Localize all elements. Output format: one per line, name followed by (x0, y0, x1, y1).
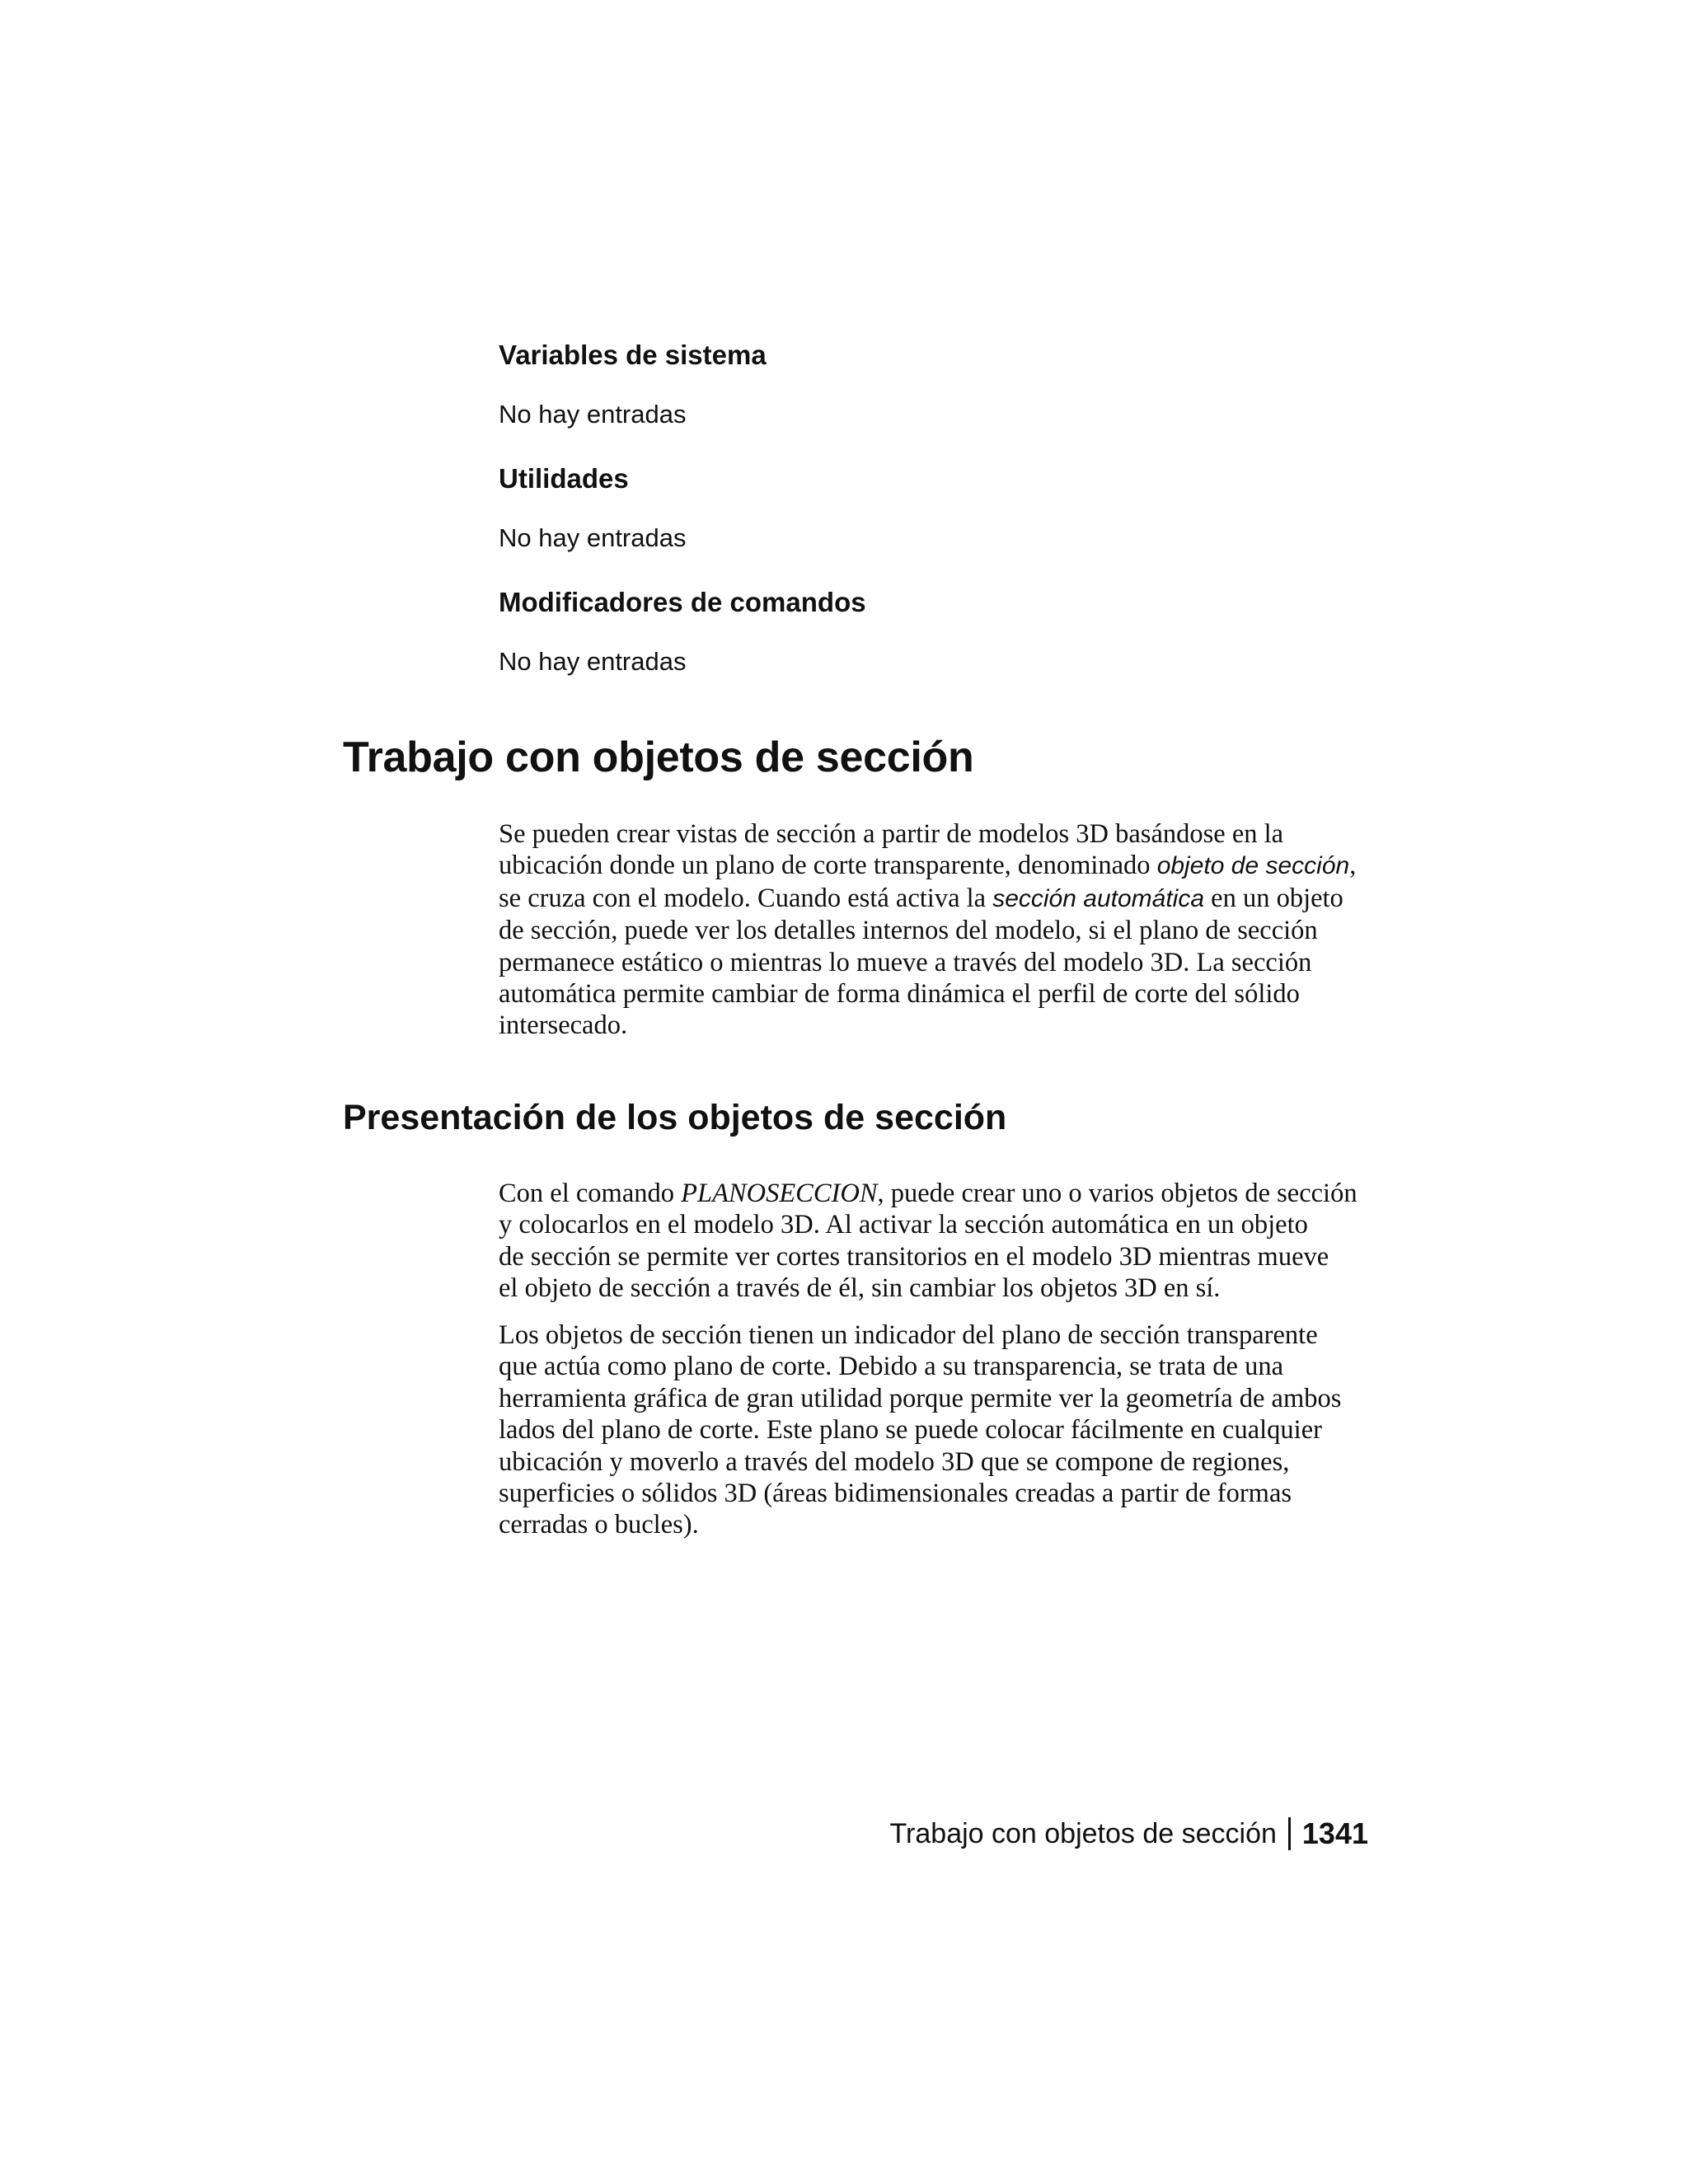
text-line: cerradas o bucles). (499, 1510, 699, 1540)
text-span: Con el comando (499, 1179, 682, 1208)
heading-system-variables: Variables de sistema (499, 340, 767, 370)
text-span: se cruza con el modelo. Cuando está activa la (499, 883, 993, 913)
text-line: permanece estático o mientras lo mueve a través del modelo 3D. La sección (499, 947, 1312, 977)
command-name: PLANOSECCION (681, 1179, 878, 1208)
text-line: lados del plano de corte. Este plano se puede colocar fácilmente en cualquier (499, 1415, 1322, 1446)
overview-paragraph-1 (499, 1178, 1372, 1305)
emphasis-term: sección automática (992, 884, 1205, 912)
page-footer (890, 1816, 1368, 1852)
text-line: de sección se permite ver cortes transitorios en el modelo 3D mientras mueve (499, 1241, 1329, 1272)
text-line: Se pueden crear vistas de sección a partir de modelos 3D basándose en la (499, 819, 1284, 849)
heading-utilities: Utilidades (499, 463, 629, 494)
emphasis-term: objeto de sección (1156, 852, 1350, 880)
text-line: automática permite cambiar de forma dinámica el perfil de corte del sólido (499, 979, 1300, 1010)
running-title: Trabajo con objetos de sección (889, 1818, 1277, 1849)
text-line: y colocarlos en el modelo 3D. Al activar la sección automática en un objeto (499, 1210, 1308, 1240)
chapter-title: Trabajo con objetos de sección (343, 733, 974, 781)
text-span: , puede crear uno o varios objetos de sección (877, 1179, 1357, 1208)
heading-command-modifiers: Modificadores de comandos (499, 587, 866, 617)
text-line: Los objetos de sección tienen un indicador del plano de sección transparente (499, 1320, 1318, 1350)
chapter-intro-paragraph (499, 818, 1372, 1042)
text-line: de sección, puede ver los detalles internos del modelo, si el plano de sección (499, 916, 1318, 946)
overview-paragraph-2 (499, 1319, 1372, 1541)
text-line: herramienta gráfica de gran utilidad porque permite ver la geometría de ambos (499, 1383, 1342, 1413)
text-line: el objeto de sección a través de él, sin cambiar los objetos 3D en sí. (499, 1273, 1221, 1304)
text-line: que actúa como plano de corte. Debido a su transparencia, se trata de una (499, 1352, 1284, 1382)
text-line (499, 850, 1372, 882)
command-modifiers-entry: No hay entradas (499, 647, 687, 676)
text-line: ubicación y moverlo a través del modelo 3D que se compone de regiones, (499, 1446, 1290, 1477)
text-span: ubicación donde un plano de corte transparente, denominado (499, 851, 1157, 881)
text-line (499, 883, 1372, 915)
section-title: Presentación de los objetos de sección (343, 1098, 1007, 1137)
text-line: superficies o sólidos 3D (áreas bidimensionales creadas a partir de formas (499, 1479, 1292, 1509)
text-span: en un objeto (1204, 883, 1343, 913)
text-line: intersecado. (499, 1010, 628, 1041)
page-number: 1341 (1301, 1816, 1368, 1850)
footer-separator (1288, 1817, 1291, 1850)
text-line (499, 1178, 1372, 1209)
text-span: , (1349, 851, 1357, 881)
utilities-entry: No hay entradas (499, 523, 687, 552)
system-variables-entry: No hay entradas (499, 400, 687, 429)
